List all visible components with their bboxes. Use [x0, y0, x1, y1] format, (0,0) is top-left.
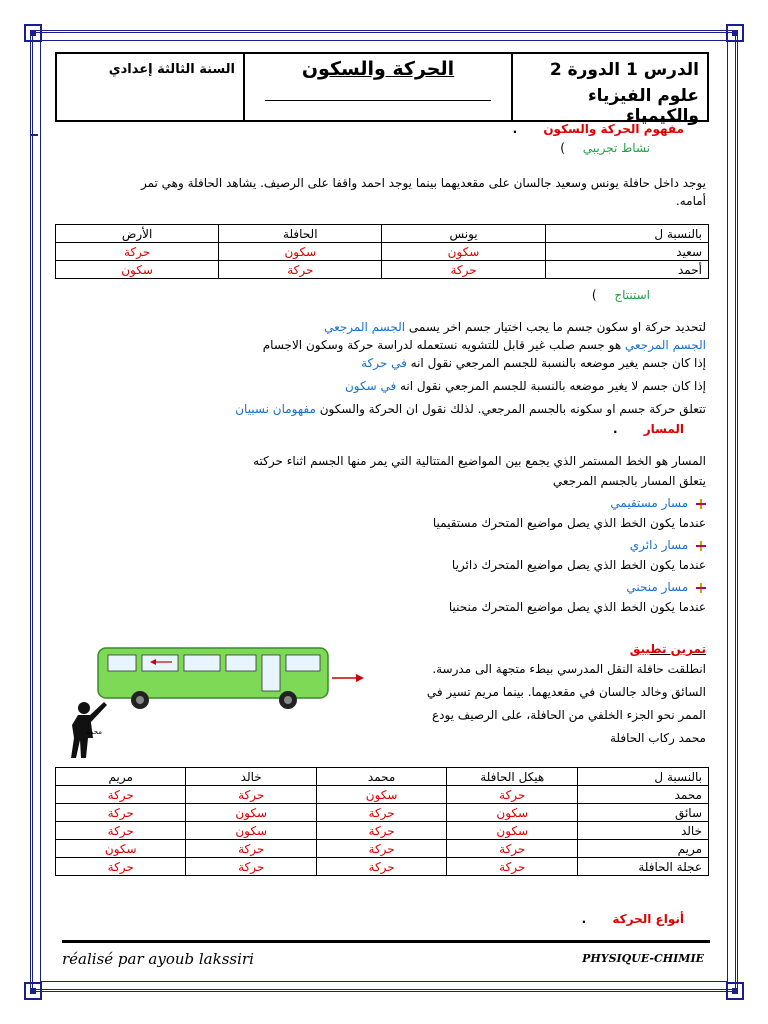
- corner-ornament: [24, 982, 42, 1000]
- bus-window: [108, 655, 136, 671]
- bus-window: [142, 655, 178, 671]
- table-cell: سكون: [56, 261, 219, 279]
- table-cell: سكون: [186, 804, 316, 822]
- author-signature: réalisé par ayoub lakssiri: [62, 950, 254, 968]
- highlight-term: الجسم المرجعي: [324, 320, 406, 334]
- text-span: لتحديد حركة او سكون جسم ما يجب اختيار جسم اخر يسمى: [405, 320, 706, 334]
- section-heading-motion-types: [582, 910, 684, 928]
- relative-motion-table-1: [55, 224, 709, 279]
- section-heading-trajectory: [613, 420, 684, 438]
- conclusion-line-1: [324, 318, 706, 336]
- text-span: تتعلق حركة جسم او سكونه بالجسم المرجعي. لذلك نقول ان الحركة والسكون: [315, 402, 706, 416]
- conclusion-heading: [592, 286, 650, 304]
- conclusion-line-3: [361, 354, 706, 372]
- table-cell: سعيد: [545, 243, 708, 261]
- trajectory-type-desc: عندما يكون الخط الذي يصل مواضيع المتحرك مستقيميا: [432, 516, 706, 530]
- table-cell: سكون: [56, 840, 186, 858]
- table-cell: حركة: [316, 804, 446, 822]
- table-header-cell: خالد: [186, 768, 316, 786]
- trajectory-type-name: مسار دائري: [629, 538, 689, 552]
- bullet-point: .: [512, 122, 518, 136]
- table-cell: سكون: [447, 822, 578, 840]
- table-cell: خالد: [578, 822, 709, 840]
- table-header-cell: محمد: [316, 768, 446, 786]
- bullet-point: .: [581, 912, 587, 926]
- table-cell: حركة: [56, 786, 186, 804]
- corner-ornament: [24, 24, 42, 42]
- trajectory-type-desc: عندما يكون الخط الذي يصل مواضيع المتحرك منحنيا: [448, 600, 706, 614]
- table-cell: حركة: [447, 840, 578, 858]
- section-title: أنواع الحركة: [612, 912, 684, 926]
- highlight-term: في سكون: [344, 379, 397, 393]
- activity-paragraph-line2: أمامه.: [675, 194, 706, 208]
- exercise-line-1: انطلقت حافلة النقل المدرسي بيطء متجهة الى مدرسة.: [432, 662, 706, 676]
- text-span: هو جسم صلب غير قابل للتشويه نستعمله لدراسة حركة وسكون الاجسام: [262, 338, 625, 352]
- table-cell: أحمد: [545, 261, 708, 279]
- activity-paragraph-line1: يوجد داخل حافلة يونس وسعيد جالسان على مقعديهما بينما يوجد احمد واقفا على الرصيف. يشاهد الحافلة وهي تمر: [140, 176, 706, 190]
- highlight-term: الجسم المرجعي: [625, 338, 706, 352]
- arrow-head-icon: [356, 674, 364, 682]
- table-row: [56, 804, 709, 822]
- table-cell: سكون: [447, 804, 578, 822]
- section-heading-motion: [513, 120, 684, 138]
- table-header-cell: يونس: [382, 225, 545, 243]
- exercise-line-4: محمد ركاب الحافلة: [609, 731, 706, 745]
- bus-window: [226, 655, 256, 671]
- table-row: [56, 786, 709, 804]
- table-cell: سائق: [578, 804, 709, 822]
- table-header-row: [56, 225, 709, 243]
- section-title: المسار: [643, 422, 684, 436]
- activity-heading: [560, 139, 650, 157]
- table-row: [56, 243, 709, 261]
- page-title: الحركة والسكون: [301, 58, 455, 80]
- table-cell: حركة: [382, 261, 545, 279]
- table-cell: سكون: [219, 243, 382, 261]
- footer-subject: PHYSIQUE-CHIMIE: [582, 952, 704, 965]
- header-title-cell: [245, 54, 513, 120]
- table-row: [56, 858, 709, 876]
- trajectory-type-3: [626, 578, 706, 596]
- bus-window: [286, 655, 320, 671]
- table-header-cell: مريم: [56, 768, 186, 786]
- bus-hubcap: [284, 696, 292, 704]
- trajectory-type-2: [630, 536, 706, 554]
- table-cell: حركة: [186, 786, 316, 804]
- trajectory-reference-note: يتعلق المسار بالجسم المرجعي: [552, 474, 706, 488]
- bus-illustration: [60, 640, 380, 760]
- table-row: [56, 840, 709, 858]
- section-title: مفهوم الحركة والسكون: [543, 122, 684, 136]
- table-header-cell: الحافلة: [219, 225, 382, 243]
- table-header-cell: هيكل الحافلة: [447, 768, 578, 786]
- table-cell: عجلة الحافلة: [578, 858, 709, 876]
- table-row: [56, 822, 709, 840]
- bus-door: [262, 655, 280, 691]
- highlight-term: في حركة: [361, 356, 407, 370]
- table-cell: حركة: [219, 261, 382, 279]
- table-cell: حركة: [316, 858, 446, 876]
- text-span: إذا كان جسم لا يغير موضعه بالنسبة للجسم المرجعي نقول انه: [396, 379, 706, 393]
- trajectory-type-desc: عندما يكون الخط الذي يصل مواضيع المتحرك دائريا: [451, 558, 706, 572]
- bus-hubcap: [136, 696, 144, 704]
- table-cell: محمد: [578, 786, 709, 804]
- figure-person-label: محمد: [86, 728, 102, 736]
- trajectory-type-name: مسار منحني: [626, 580, 689, 594]
- level-label: السنة الثالثة إعدادي: [108, 62, 235, 77]
- table-header-cell: بالنسبة ل: [578, 768, 709, 786]
- trajectory-type-name: مسار مستقيمي: [610, 496, 689, 510]
- exercise-heading: [630, 640, 706, 658]
- list-marker: ): [560, 141, 565, 155]
- conclusion-label: استنتاج: [614, 288, 650, 302]
- activity-label: نشاط تجريبي: [582, 141, 650, 155]
- header-table: [55, 52, 709, 126]
- table-header-cell: الأرض: [56, 225, 219, 243]
- subject-label: علوم الفيزياء والكيمياء: [587, 86, 699, 126]
- list-marker: ): [591, 288, 597, 302]
- exercise-title: تمرين تطبيق: [629, 642, 706, 656]
- trajectory-definition: المسار هو الخط المستمر الذي يجمع بين المواضيع المتتالية التي يمر منها الجسم اثناء حركته: [253, 454, 706, 468]
- table-cell: مريم: [578, 840, 709, 858]
- conclusion-line-4: [345, 377, 706, 395]
- conclusion-line-5: [235, 400, 706, 418]
- table-cell: حركة: [186, 840, 316, 858]
- conclusion-line-2: [263, 336, 706, 354]
- table-cell: سكون: [382, 243, 545, 261]
- relative-motion-table-2: [55, 767, 709, 876]
- title-underline: [265, 100, 491, 101]
- table-header-row: [56, 768, 709, 786]
- table-row: [56, 261, 709, 279]
- text-span: إذا كان جسم يغير موضعه بالنسبة للجسم المرجعي نقول انه: [406, 356, 706, 370]
- footer-rule: [62, 940, 710, 943]
- table-header-cell: بالنسبة ل: [545, 225, 708, 243]
- lesson-label: الدرس 1 الدورة 2: [549, 60, 699, 80]
- exercise-line-2: السائق وخالد جالسان في مقعديهما. بينما مريم تسير في: [426, 685, 706, 699]
- bus-window: [184, 655, 220, 671]
- table-cell: حركة: [56, 243, 219, 261]
- table-cell: حركة: [447, 786, 578, 804]
- margin-mark: [30, 134, 38, 136]
- table-cell: حركة: [316, 822, 446, 840]
- highlight-term: مفهومان نسبيان: [235, 402, 316, 416]
- table-cell: حركة: [56, 858, 186, 876]
- corner-ornament: [726, 982, 744, 1000]
- plus-bullet-icon: [696, 499, 706, 509]
- bullet-point: .: [612, 422, 618, 436]
- header-lesson-cell: [513, 54, 707, 126]
- plus-bullet-icon: [696, 541, 706, 551]
- trajectory-type-1: [610, 494, 706, 512]
- exercise-line-3: الممر نحو الجزء الخلفي من الحافلة، على الرصيف يودع: [431, 708, 706, 722]
- table-cell: حركة: [316, 840, 446, 858]
- corner-ornament: [726, 24, 744, 42]
- header-level-cell: [57, 54, 245, 120]
- table-cell: سكون: [316, 786, 446, 804]
- table-cell: حركة: [186, 858, 316, 876]
- table-cell: حركة: [56, 822, 186, 840]
- plus-bullet-icon: [696, 583, 706, 593]
- table-cell: سكون: [186, 822, 316, 840]
- table-cell: حركة: [56, 804, 186, 822]
- table-cell: حركة: [447, 858, 578, 876]
